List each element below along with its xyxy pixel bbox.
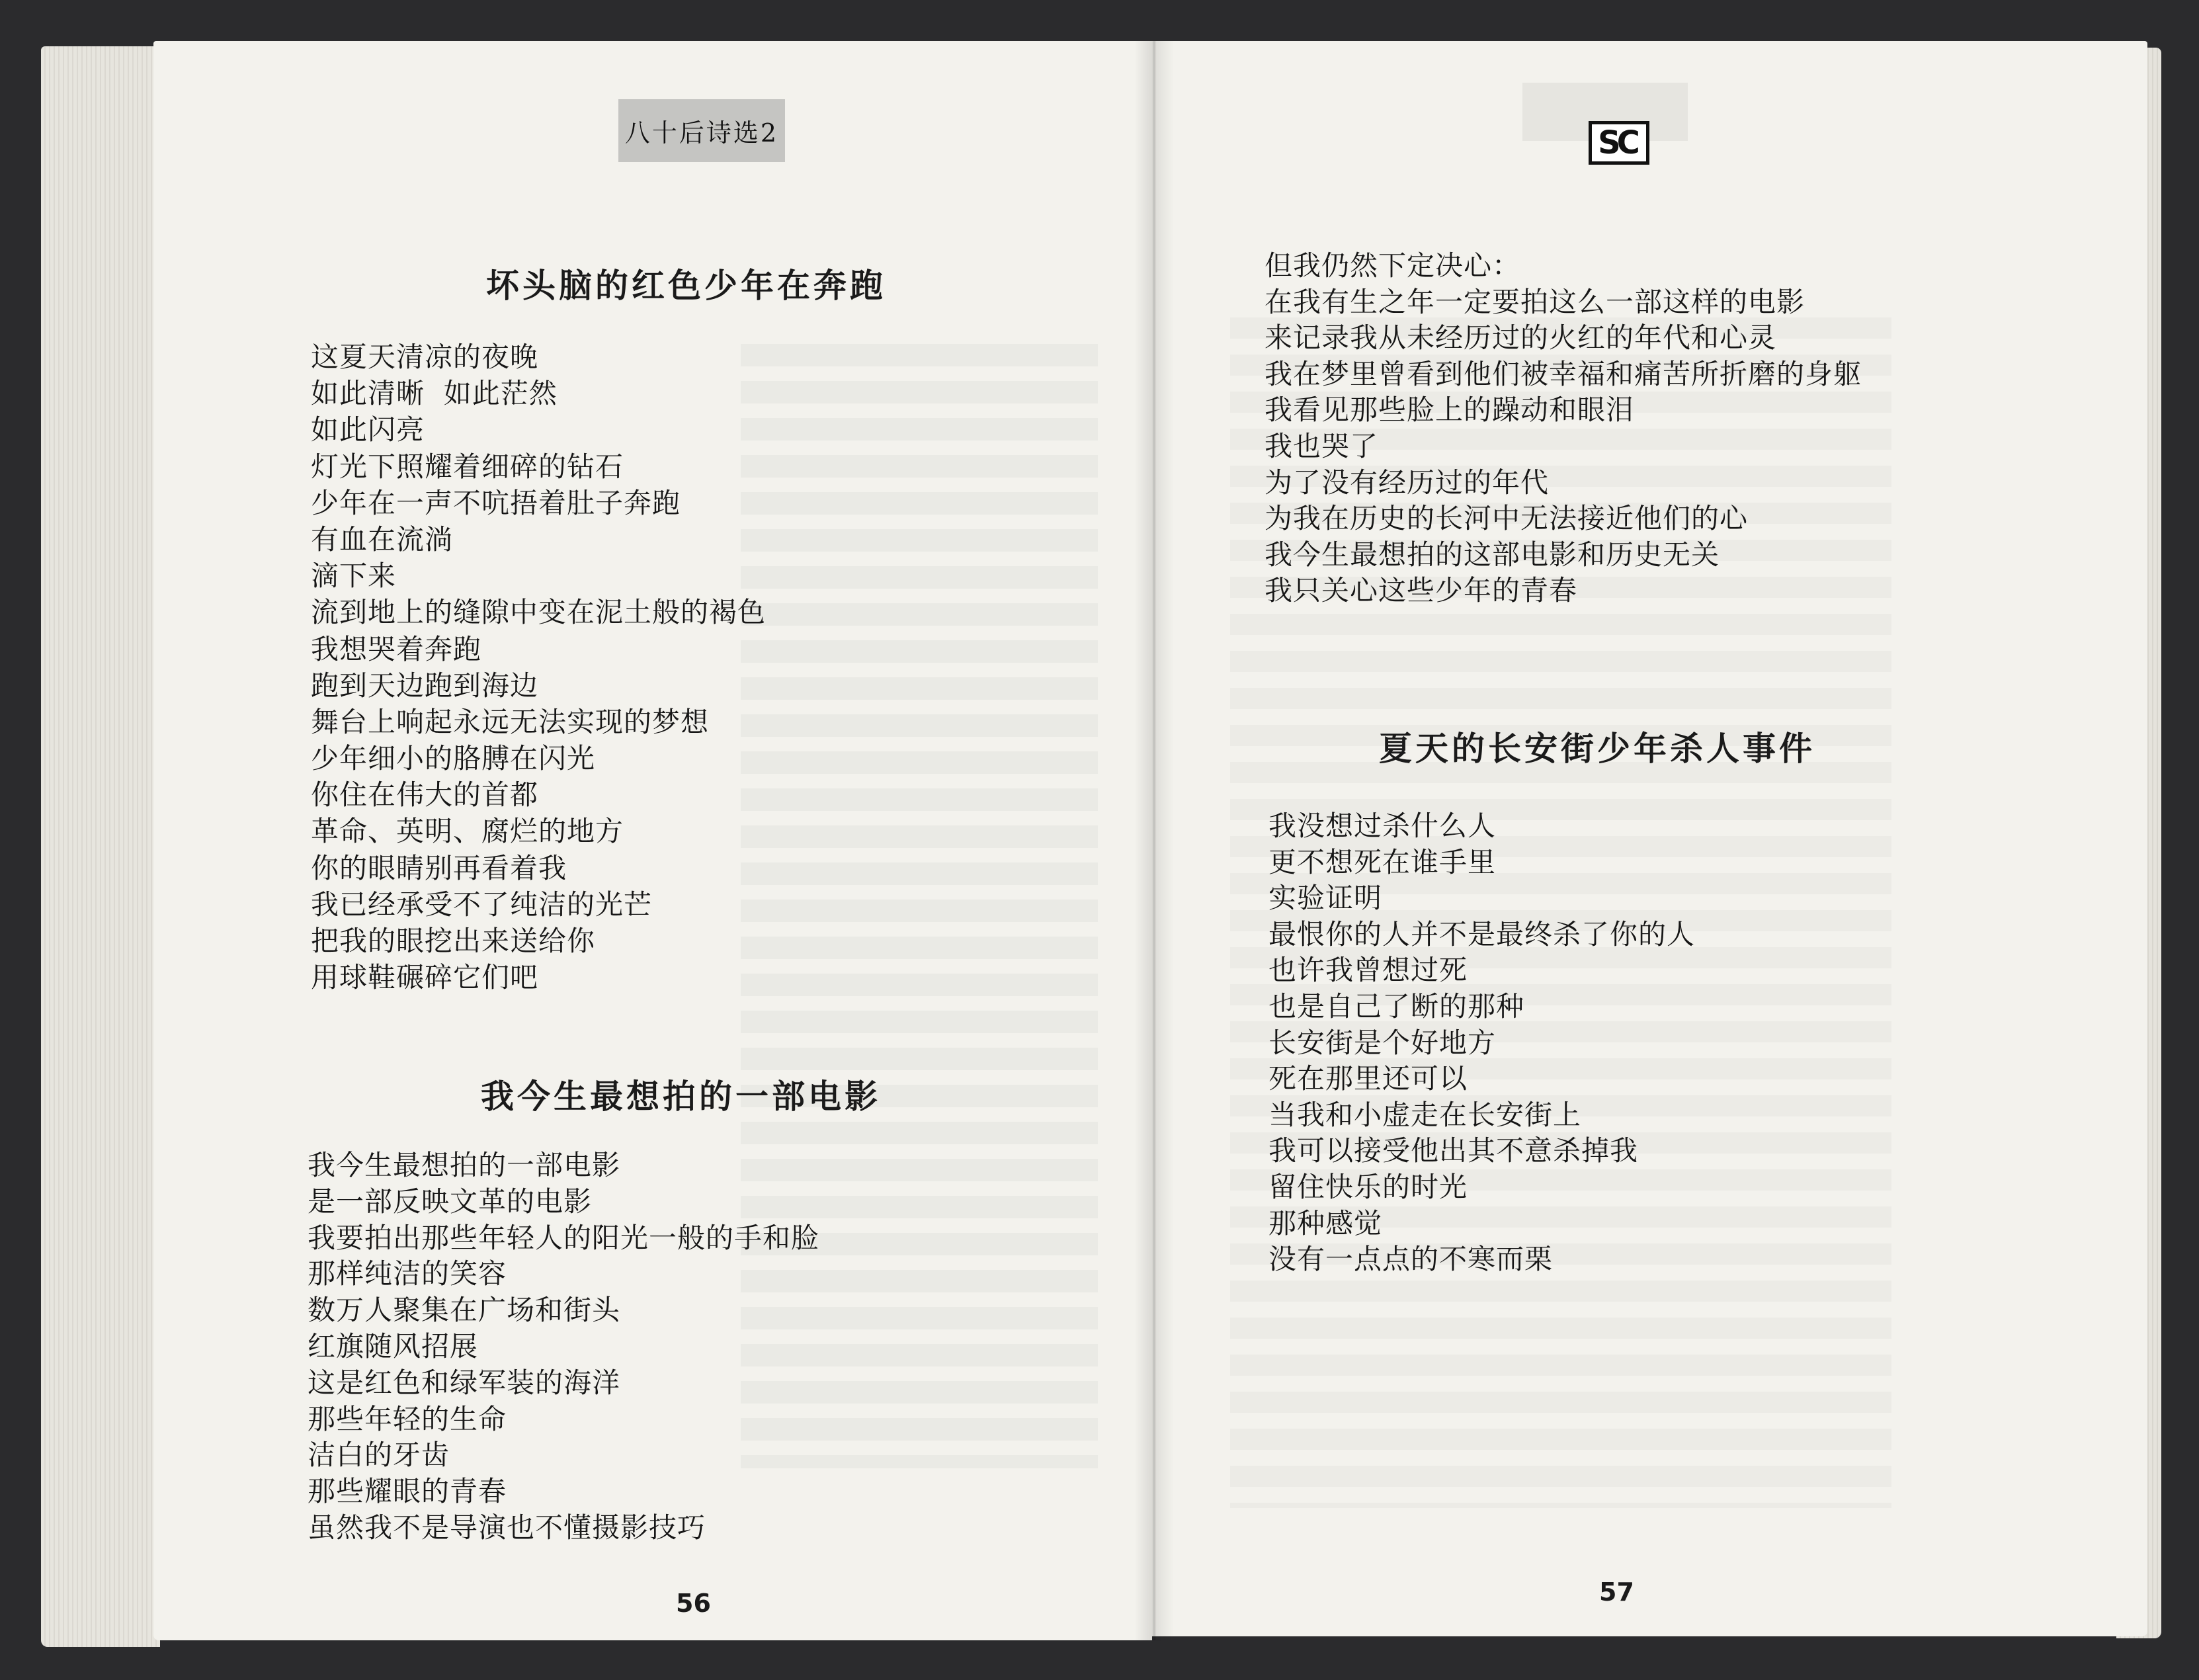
poem-line: 红旗随风招展 (308, 1329, 479, 1363)
poem-line: 也是自己了断的那种 (1268, 989, 1525, 1023)
poem-line: 这是红色和绿军装的海洋 (308, 1366, 621, 1399)
poem-line: 那些年轻的生命 (308, 1402, 507, 1435)
poem-line: 那种感觉 (1268, 1206, 1383, 1239)
poem-line: 当我和小虚走在长安街上 (1268, 1098, 1582, 1131)
poem-title: 夏天的长安街少年杀人事件 (1379, 730, 1815, 768)
poem-line: 把我的眼挖出来送给你 (311, 925, 596, 957)
poem-line: 滴下来 (311, 560, 397, 593)
poem-title: 我今生最想拍的一部电影 (481, 1077, 881, 1116)
poem-line: 流到地上的缝隙中变在泥土般的褐色 (311, 596, 767, 629)
poem-line: 那样纯洁的笑容 (308, 1257, 507, 1290)
sc-logo-text: SC (1598, 124, 1636, 161)
poem-line: 长安街是个好地方 (1268, 1026, 1497, 1059)
poem-line: 更不想死在谁手里 (1268, 845, 1497, 878)
page-stack-left-edge (41, 46, 160, 1647)
poem-line: 最恨你的人并不是最终杀了你的人 (1268, 917, 1696, 950)
poem-line: 我要拍出那些年轻人的阳光一般的手和脸 (308, 1221, 820, 1254)
page-number: 56 (676, 1589, 711, 1618)
poem-line: 我看见那些脸上的躁动和眼泪 (1265, 394, 1635, 427)
poem-line: 死在那里还可以 (1268, 1062, 1468, 1095)
poem-line: 那些耀眼的青春 (308, 1475, 507, 1508)
poem-line: 如此闪亮 (311, 413, 425, 446)
poem-line: 在我有生之年一定要拍这么一部这样的电影 (1265, 285, 1805, 318)
poem-line: 舞台上响起永远无法实现的梦想 (311, 705, 710, 738)
poem-line: 是一部反映文革的电影 (308, 1185, 593, 1218)
poem-line: 我没想过杀什么人 (1268, 810, 1497, 842)
poem-continuation (1265, 248, 1862, 609)
poem-line: 跑到天边跑到海边 (311, 669, 539, 702)
poem-title: 坏头脑的红色少年在奔跑 (486, 267, 886, 305)
sc-logo (1589, 121, 1649, 165)
poem-line: 虽然我不是导演也不懂摄影技巧 (308, 1511, 706, 1544)
poem-line: 你住在伟大的首都 (311, 778, 539, 812)
poem-line: 也许我曾想过死 (1268, 954, 1468, 987)
poem-line: 但我仍然下定决心： (1265, 249, 1521, 282)
book-gutter (1134, 41, 1174, 1640)
running-header-box (618, 99, 785, 162)
poem-line: 留住快乐的时光 (1268, 1170, 1468, 1203)
poem-line: 为了没有经历过的年代 (1265, 466, 1550, 499)
poem-line: 来记录我从未经历过的火红的年代和心灵 (1265, 321, 1777, 355)
poem-body (308, 1148, 819, 1546)
poem-line: 洁白的牙齿 (308, 1439, 450, 1472)
poem-line: 我在梦里曾看到他们被幸福和痛苦所折磨的身躯 (1265, 357, 1862, 390)
poem-body (311, 339, 766, 995)
poem-line: 用球鞋碾碎它们吧 (311, 961, 539, 994)
poem-line: 我只关心这些少年的青春 (1265, 574, 1578, 607)
poem-line: 有血在流淌 (311, 523, 454, 556)
poem-line: 如此清晰 如此茫然 (311, 377, 558, 410)
poem-line: 革命、英明、腐烂的地方 (311, 815, 624, 848)
poem-line: 我今生最想拍的这部电影和历史无关 (1265, 538, 1720, 571)
poem-line: 没有一点点的不寒而栗 (1268, 1243, 1554, 1276)
poem-line: 我今生最想拍的一部电影 (308, 1149, 621, 1181)
poem-line: 这夏天清凉的夜晚 (311, 341, 539, 373)
poem-line: 你的眼睛别再看着我 (311, 851, 567, 884)
poem-line: 少年细小的胳膊在闪光 (311, 742, 596, 775)
poem-line: 实验证明 (1268, 882, 1383, 915)
poem-line: 我想哭着奔跑 (311, 632, 482, 665)
poem-line: 为我在历史的长河中无法接近他们的心 (1265, 502, 1749, 535)
poem-line: 我已经承受不了纯洁的光芒 (311, 888, 653, 921)
poem-body (1268, 808, 1695, 1278)
page-number: 57 (1599, 1577, 1634, 1607)
poem-line: 少年在一声不吭捂着肚子奔跑 (311, 486, 681, 519)
poem-line: 我可以接受他出其不意杀掉我 (1268, 1134, 1639, 1167)
poem-line: 我也哭了 (1265, 429, 1379, 462)
running-header: 八十后诗选2 (624, 118, 779, 147)
poem-line: 数万人聚集在广场和街头 (308, 1294, 621, 1327)
poem-line: 灯光下照耀着细碎的钻石 (311, 450, 624, 483)
